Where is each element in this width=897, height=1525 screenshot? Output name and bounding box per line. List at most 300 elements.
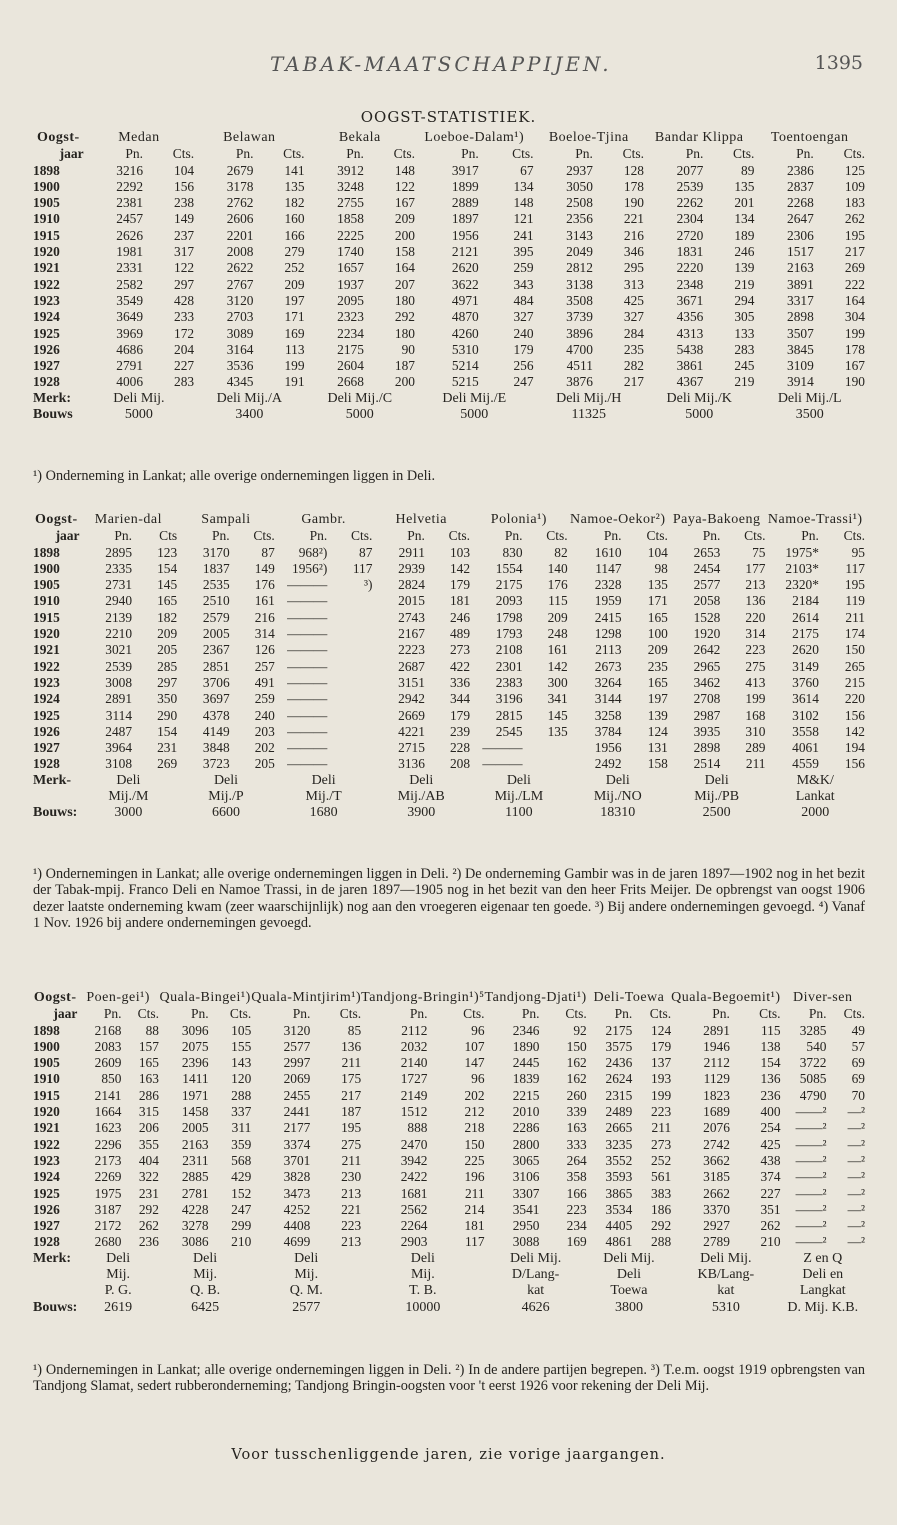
value-cell: 3534: [605, 1201, 633, 1217]
value-cell: 2415: [594, 609, 622, 625]
value-cell: 265: [844, 658, 865, 674]
brand-row: [33, 1283, 865, 1299]
brand-cell: Deli: [213, 772, 239, 788]
value-cell: 2812: [566, 260, 593, 276]
value-cell: 3662: [703, 1152, 730, 1168]
bouws-cell: 3400: [235, 407, 264, 423]
value-cell: 70: [851, 1087, 865, 1103]
value-cell: 67: [520, 162, 534, 178]
table-row: [33, 195, 865, 211]
unit-label: Cts.: [253, 528, 275, 544]
value-cell: 200: [394, 374, 415, 390]
value-cell: 292: [138, 1201, 159, 1217]
value-cell: 231: [138, 1185, 159, 1201]
value-cell: 968²): [298, 544, 328, 560]
value-cell: 4149: [202, 723, 230, 739]
value-cell: 2673: [594, 658, 622, 674]
unit-label: Cts.: [843, 528, 865, 544]
value-cell: 92: [573, 1022, 587, 1038]
value-cell: 216: [254, 609, 275, 625]
year-cell: 1925: [33, 1185, 60, 1201]
value-cell: 275: [341, 1136, 362, 1152]
estate-header: Tandjong-Djati¹): [484, 990, 587, 1005]
value-cell: 179: [449, 577, 471, 593]
value-cell: 2940: [105, 593, 133, 609]
value-cell: 158: [394, 244, 415, 260]
value-cell: 283: [174, 374, 195, 390]
value-cell: 3935: [693, 723, 721, 739]
unit-header-row: [33, 146, 865, 162]
table-row: [33, 244, 865, 260]
value-cell: 2662: [703, 1185, 730, 1201]
year-cell: 1898: [33, 544, 60, 560]
value-cell: 181: [449, 593, 471, 609]
value-cell: 2614: [792, 609, 819, 625]
value-cell: 157: [138, 1038, 159, 1054]
value-cell: 4221: [398, 723, 425, 739]
value-cell: 2141: [94, 1087, 122, 1103]
estate-header: Diver-sen: [793, 990, 853, 1005]
bouws-cell: 2577: [292, 1299, 321, 1315]
value-cell: 1937: [337, 276, 364, 292]
value-cell: 2708: [693, 691, 721, 707]
value-cell: 2891: [105, 691, 133, 707]
unit-label: Pn.: [796, 146, 814, 162]
unit-label: Cts.: [744, 528, 766, 544]
value-cell: 259: [513, 260, 534, 276]
value-cell: —²: [847, 1169, 865, 1185]
unit-label: Pn.: [346, 146, 364, 162]
value-cell: 3120: [283, 1022, 311, 1038]
value-cell: 292: [651, 1218, 672, 1234]
value-cell: 142: [449, 560, 471, 576]
value-cell: 2215: [512, 1087, 540, 1103]
brand-cell: Mij.: [294, 1267, 319, 1283]
value-cell: 149: [174, 211, 195, 227]
value-cell: 2383: [495, 674, 523, 690]
value-cell: 218: [464, 1120, 485, 1136]
value-cell: 202: [254, 740, 275, 756]
value-cell: ———: [482, 740, 523, 756]
year-header: Oogst-: [34, 512, 78, 527]
value-cell: 1664: [94, 1104, 122, 1120]
value-cell: 344: [449, 691, 471, 707]
unit-label: Cts.: [512, 146, 534, 162]
bouws-cell: 1100: [505, 805, 533, 821]
value-cell: 209: [547, 609, 568, 625]
value-cell: 311: [231, 1120, 252, 1136]
value-cell: 87: [359, 544, 373, 560]
value-cell: 282: [623, 358, 644, 374]
estate-header: Boeloe-Tjina: [548, 130, 629, 145]
value-cell: 2562: [400, 1201, 428, 1217]
value-cell: —²: [847, 1120, 865, 1136]
value-cell: ——²: [795, 1152, 827, 1168]
value-cell: 3109: [787, 358, 814, 374]
value-cell: 1793: [495, 626, 523, 642]
bouws-cell: 3000: [114, 805, 143, 821]
value-cell: 1959: [594, 593, 622, 609]
value-cell: 240: [254, 707, 275, 723]
value-cell: 337: [231, 1104, 252, 1120]
value-cell: 4971: [451, 292, 479, 308]
value-cell: 210: [231, 1234, 252, 1250]
table-row: [33, 626, 865, 642]
value-cell: ——²: [795, 1218, 827, 1234]
estate-header: Paya-Bakoeng: [672, 512, 761, 527]
value-cell: 186: [651, 1201, 672, 1217]
value-cell: 165: [157, 593, 178, 609]
table-row: [33, 1234, 865, 1250]
value-cell: 204: [174, 341, 195, 357]
value-cell: 145: [547, 707, 568, 723]
value-cell: 49: [851, 1022, 865, 1038]
value-cell: 2069: [283, 1071, 311, 1087]
value-cell: 246: [449, 609, 471, 625]
value-cell: 2720: [676, 227, 704, 243]
value-cell: 4061: [792, 740, 819, 756]
brand-cell: Mij./T: [305, 789, 342, 805]
value-cell: 2851: [202, 658, 230, 674]
bouws-cell: 3900: [407, 805, 436, 821]
value-cell: 2535: [202, 577, 230, 593]
value-cell: 3865: [605, 1185, 633, 1201]
value-cell: 128: [623, 162, 644, 178]
value-cell: 190: [623, 195, 644, 211]
value-cell: 2680: [94, 1234, 122, 1250]
table-row: [33, 211, 865, 227]
value-cell: 211: [341, 1152, 362, 1168]
value-cell: 139: [647, 707, 668, 723]
value-cell: 2175: [605, 1022, 633, 1038]
brand-cell: [33, 1267, 77, 1283]
brand-cell: [33, 789, 80, 805]
value-cell: 245: [734, 358, 755, 374]
value-cell: 3278: [181, 1218, 209, 1234]
value-cell: 262: [138, 1218, 159, 1234]
value-cell: 121: [513, 211, 534, 227]
value-cell: 3307: [512, 1185, 540, 1201]
value-cell: 156: [844, 707, 865, 723]
brand-cell: D/Lang-: [511, 1267, 560, 1283]
bouws-cell: 5310: [711, 1299, 740, 1315]
value-cell: 2032: [400, 1038, 428, 1054]
year-cell: 1920: [33, 1104, 60, 1120]
value-cell: 374: [760, 1169, 781, 1185]
brand-cell: T. B.: [409, 1283, 437, 1299]
value-cell: 4006: [116, 374, 144, 390]
value-cell: 2103*: [785, 560, 819, 576]
value-cell: 2422: [400, 1169, 428, 1185]
table-row: [33, 374, 865, 390]
value-cell: 2005: [181, 1120, 209, 1136]
value-cell: 3848: [202, 740, 230, 756]
value-cell: 2624: [605, 1071, 633, 1087]
value-cell: 359: [231, 1136, 252, 1152]
value-cell: 96: [471, 1022, 485, 1038]
value-cell: 4260: [451, 325, 479, 341]
value-cell: 158: [647, 756, 668, 772]
value-cell: 4686: [116, 341, 144, 357]
unit-label: Pn.: [309, 528, 328, 544]
value-cell: 2075: [181, 1038, 209, 1054]
value-cell: ——²: [795, 1120, 827, 1136]
year-cell: 1924: [33, 309, 60, 325]
value-cell: 3370: [703, 1201, 730, 1217]
value-cell: 117: [464, 1234, 485, 1250]
value-cell: 169: [284, 325, 305, 341]
value-cell: 2731: [105, 577, 133, 593]
value-cell: 223: [341, 1218, 362, 1234]
value-cell: 216: [623, 227, 644, 243]
value-cell: 75: [752, 544, 766, 560]
value-cell: 4378: [202, 707, 230, 723]
bouws-cell: Bouws: [33, 407, 73, 423]
year-cell: 1926: [33, 723, 60, 739]
value-cell: 1657: [337, 260, 364, 276]
value-cell: 2620: [451, 260, 479, 276]
value-cell: [327, 659, 372, 675]
value-cell: 165: [138, 1055, 159, 1071]
value-cell: 211: [341, 1055, 362, 1071]
value-cell: 2539: [676, 178, 704, 194]
value-cell: 2296: [94, 1136, 122, 1152]
bouws-cell: 2000: [801, 805, 830, 821]
value-cell: 3170: [202, 544, 230, 560]
value-cell: 1623: [94, 1120, 122, 1136]
page-number: 1395: [814, 52, 863, 74]
brand-row: [33, 773, 865, 789]
value-cell: [523, 756, 568, 772]
value-cell: 3784: [594, 723, 622, 739]
value-cell: [327, 610, 372, 626]
value-cell: 2262: [676, 195, 704, 211]
value-cell: ——²: [795, 1185, 827, 1201]
value-cell: 211: [464, 1185, 485, 1201]
value-cell: 2175: [337, 341, 364, 357]
unit-label: Pn.: [808, 1006, 827, 1022]
year-cell: 1923: [33, 674, 60, 690]
brand-cell: Deli Mij.: [700, 1250, 752, 1266]
value-cell: 2606: [226, 211, 254, 227]
unit-label: Cts.: [448, 528, 471, 544]
value-cell: 269: [844, 260, 865, 276]
table-row: [33, 1153, 865, 1169]
value-cell: 2223: [398, 642, 425, 658]
unit-header-row: [33, 528, 865, 544]
year-cell: 1900: [33, 560, 60, 576]
running-header: [0, 52, 897, 80]
value-cell: 2005: [202, 626, 230, 642]
year-cell: 1910: [33, 1071, 60, 1087]
value-cell: 195: [844, 577, 865, 593]
value-cell: 236: [138, 1234, 159, 1250]
value-cell: 123: [157, 544, 178, 560]
year-cell: 1926: [33, 1201, 60, 1217]
value-cell: 2715: [398, 740, 425, 756]
brand-cell: Deli Mij./L: [777, 390, 842, 406]
year-cell: 1910: [33, 593, 60, 609]
estate-header: Tandjong-Bringin¹)⁵: [361, 990, 485, 1005]
running-title: TABAK-MAATSCHAPPIJEN.: [270, 52, 612, 76]
value-cell: 262: [760, 1218, 781, 1234]
value-cell: 177: [745, 560, 766, 576]
value-cell: 3285: [799, 1022, 827, 1038]
bouws-cell: 5000: [685, 407, 714, 423]
value-cell: 189: [734, 227, 755, 243]
value-cell: 179: [651, 1038, 672, 1054]
value-cell: 227: [174, 358, 195, 374]
value-cell: 257: [254, 658, 275, 674]
value-cell: 195: [341, 1120, 362, 1136]
value-cell: 247: [231, 1201, 252, 1217]
value-cell: 314: [254, 626, 275, 642]
value-cell: 2172: [94, 1218, 122, 1234]
value-cell: 160: [284, 211, 305, 227]
table-row: [33, 756, 865, 772]
value-cell: 3722: [799, 1055, 827, 1071]
value-cell: 3088: [512, 1234, 540, 1250]
value-cell: 176: [547, 577, 568, 593]
unit-label: Pn.: [702, 528, 721, 544]
estate-header: Medan: [118, 130, 160, 145]
unit-label: Pn.: [190, 1006, 209, 1022]
year-cell: 1898: [33, 1022, 60, 1038]
year-cell: 1905: [33, 195, 60, 211]
value-cell: 2791: [116, 358, 144, 374]
value-cell: 1971: [181, 1087, 209, 1103]
value-cell: 69: [851, 1055, 865, 1071]
estate-header: Gambr.: [301, 512, 346, 527]
value-cell: 180: [394, 325, 415, 341]
value-cell: 178: [844, 341, 865, 357]
bouws-cell: Bouws:: [33, 805, 78, 821]
value-cell: 568: [231, 1152, 252, 1168]
value-cell: 425: [760, 1136, 781, 1152]
value-cell: 3143: [566, 227, 593, 243]
value-cell: 225: [464, 1152, 485, 1168]
unit-label: Pn.: [125, 146, 144, 162]
brand-cell: Mij./P: [208, 789, 244, 805]
year-cell: 1905: [33, 577, 60, 593]
year-cell: 1915: [33, 609, 60, 625]
value-cell: ——²: [795, 1234, 827, 1250]
value-cell: —²: [847, 1201, 865, 1217]
brand-cell: Deli Mij./A: [216, 390, 282, 406]
table-row: [33, 342, 865, 358]
value-cell: 174: [844, 626, 865, 642]
value-cell: 2582: [116, 276, 144, 292]
value-cell: 207: [394, 276, 415, 292]
value-cell: 2306: [787, 227, 814, 243]
value-cell: 289: [745, 740, 766, 756]
value-cell: 209: [647, 642, 668, 658]
value-cell: 3614: [792, 691, 819, 707]
value-cell: 2942: [398, 691, 425, 707]
value-cell: 220: [844, 691, 865, 707]
value-cell: 2225: [337, 227, 364, 243]
value-cell: ———: [287, 756, 328, 772]
brand-cell: Deli: [193, 1250, 218, 1266]
value-cell: 2356: [566, 211, 593, 227]
value-cell: 168: [745, 707, 766, 723]
value-cell: 1554: [495, 560, 523, 576]
value-cell: 154: [157, 723, 178, 739]
value-cell: 201: [734, 195, 755, 211]
value-cell: 137: [651, 1055, 672, 1071]
value-cell: 2665: [605, 1120, 633, 1136]
unit-label: Cts.: [172, 146, 195, 162]
value-cell: 199: [844, 325, 865, 341]
value-cell: 2579: [202, 609, 230, 625]
value-cell: 134: [734, 211, 755, 227]
value-cell: 2381: [116, 195, 144, 211]
unit-label: Cts.: [351, 528, 373, 544]
unit-label: Pn.: [103, 1006, 122, 1022]
value-cell: 2112: [401, 1022, 428, 1038]
value-cell: 150: [566, 1038, 587, 1054]
table-row: [33, 1071, 865, 1087]
value-cell: 1946: [703, 1038, 730, 1054]
value-cell: 2301: [495, 658, 523, 674]
value-cell: 2895: [105, 544, 133, 560]
brand-cell: Deli: [294, 1250, 319, 1266]
value-cell: 4870: [451, 309, 479, 325]
value-cell: ———: [287, 658, 328, 674]
bouws-cell: 5000: [460, 407, 489, 423]
value-cell: 4861: [605, 1234, 633, 1250]
column-header-row: [33, 512, 865, 528]
value-cell: 2609: [94, 1055, 122, 1071]
value-cell: 2331: [116, 260, 144, 276]
value-cell: 124: [647, 723, 668, 739]
value-cell: ———: [287, 691, 328, 707]
brand-cell: Deli: [410, 1250, 435, 1266]
brand-cell: KB/Lang-: [697, 1267, 755, 1283]
brand-cell: Q. M.: [289, 1283, 323, 1299]
value-cell: 3706: [202, 674, 230, 690]
value-cell: 230: [341, 1169, 362, 1185]
value-cell: 234: [566, 1218, 587, 1234]
value-cell: 3593: [605, 1169, 633, 1185]
value-cell: 2108: [495, 642, 523, 658]
value-cell: 1528: [693, 609, 721, 625]
value-cell: 2348: [676, 276, 704, 292]
brand-cell: Deli: [616, 1267, 641, 1283]
value-cell: ——²: [795, 1169, 827, 1185]
value-cell: 155: [231, 1038, 252, 1054]
unit-label: Pn.: [712, 1006, 730, 1022]
table-row: [33, 1202, 865, 1218]
value-cell: 285: [157, 658, 178, 674]
column-header-row: [33, 990, 865, 1006]
value-cell: 1831: [676, 244, 704, 260]
value-cell: 104: [647, 544, 668, 560]
value-cell: 221: [341, 1201, 362, 1217]
value-cell: 3164: [226, 341, 254, 357]
value-cell: [327, 642, 372, 658]
value-cell: 57: [851, 1038, 865, 1054]
year-cell: 1923: [33, 292, 60, 308]
value-cell: 3914: [787, 374, 814, 390]
brand-cell: Deli Mij.: [113, 390, 165, 406]
value-cell: 260: [566, 1087, 587, 1103]
value-cell: 2679: [226, 162, 254, 178]
year-cell: 1921: [33, 1120, 60, 1136]
value-cell: 3114: [105, 707, 133, 723]
value-cell: 3964: [105, 740, 133, 756]
value-cell: 89: [741, 162, 755, 178]
